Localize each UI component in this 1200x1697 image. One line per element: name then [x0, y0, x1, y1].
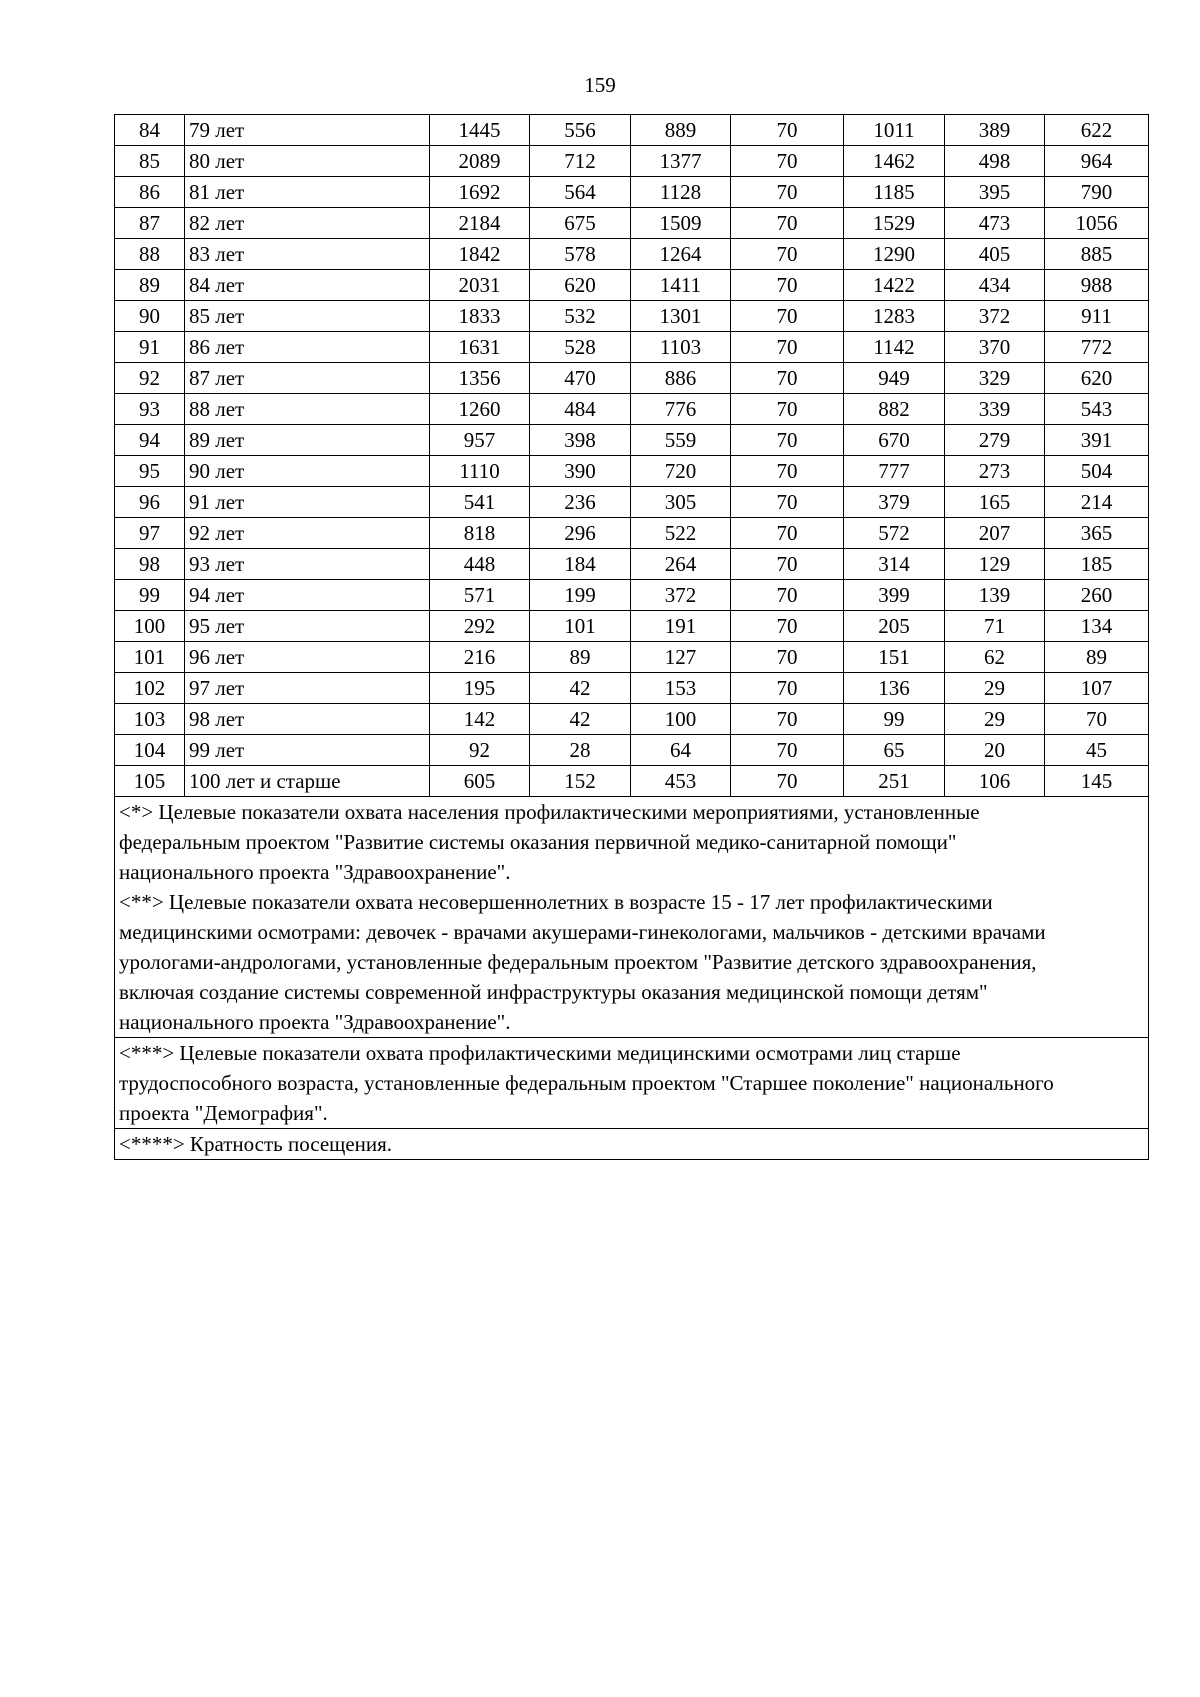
- row-number-cell: 102: [115, 673, 185, 704]
- value-cell: 101: [530, 611, 631, 642]
- value-cell: 70: [731, 549, 844, 580]
- value-cell: 136: [844, 673, 945, 704]
- value-cell: 370: [945, 332, 1045, 363]
- value-cell: 395: [945, 177, 1045, 208]
- value-cell: 365: [1045, 518, 1149, 549]
- value-cell: 151: [844, 642, 945, 673]
- row-number-cell: 89: [115, 270, 185, 301]
- age-cell: 87 лет: [185, 363, 430, 394]
- value-cell: 92: [430, 735, 530, 766]
- table-row: [115, 642, 1149, 673]
- value-cell: 145: [1045, 766, 1149, 797]
- value-cell: 777: [844, 456, 945, 487]
- value-cell: 622: [1045, 115, 1149, 146]
- footnote-line: включая создание системы современной инфраструктуры оказания медицинской помощи детям": [119, 980, 988, 1004]
- value-cell: 279: [945, 425, 1045, 456]
- value-cell: 522: [631, 518, 731, 549]
- value-cell: 889: [631, 115, 731, 146]
- value-cell: 71: [945, 611, 1045, 642]
- row-number-cell: 98: [115, 549, 185, 580]
- value-cell: 70: [731, 363, 844, 394]
- value-cell: 391: [1045, 425, 1149, 456]
- value-cell: 305: [631, 487, 731, 518]
- value-cell: 184: [530, 549, 631, 580]
- value-cell: 89: [530, 642, 631, 673]
- value-cell: 106: [945, 766, 1045, 797]
- value-cell: 191: [631, 611, 731, 642]
- row-number-cell: 99: [115, 580, 185, 611]
- row-number-cell: 84: [115, 115, 185, 146]
- value-cell: 389: [945, 115, 1045, 146]
- age-cell: 100 лет и старше: [185, 766, 430, 797]
- value-cell: 1260: [430, 394, 530, 425]
- value-cell: 70: [731, 425, 844, 456]
- value-cell: 29: [945, 704, 1045, 735]
- value-cell: 1264: [631, 239, 731, 270]
- age-cell: 99 лет: [185, 735, 430, 766]
- footnote-cell: [115, 1129, 1149, 1160]
- value-cell: 292: [430, 611, 530, 642]
- value-cell: 559: [631, 425, 731, 456]
- value-cell: 70: [731, 239, 844, 270]
- age-cell: 92 лет: [185, 518, 430, 549]
- table-row: [115, 673, 1149, 704]
- table-row: [115, 394, 1149, 425]
- table-row: [115, 425, 1149, 456]
- value-cell: 556: [530, 115, 631, 146]
- value-cell: 152: [530, 766, 631, 797]
- age-cell: 89 лет: [185, 425, 430, 456]
- value-cell: 142: [430, 704, 530, 735]
- footnote-cell: [115, 797, 1149, 1038]
- value-cell: 70: [731, 704, 844, 735]
- row-number-cell: 91: [115, 332, 185, 363]
- value-cell: 434: [945, 270, 1045, 301]
- value-cell: 1056: [1045, 208, 1149, 239]
- value-cell: 1301: [631, 301, 731, 332]
- age-cell: 79 лет: [185, 115, 430, 146]
- value-cell: 1631: [430, 332, 530, 363]
- value-cell: 62: [945, 642, 1045, 673]
- value-cell: 273: [945, 456, 1045, 487]
- table-body: [115, 115, 1149, 797]
- value-cell: 1142: [844, 332, 945, 363]
- value-cell: 70: [731, 735, 844, 766]
- value-cell: 42: [530, 704, 631, 735]
- value-cell: 216: [430, 642, 530, 673]
- row-number-cell: 90: [115, 301, 185, 332]
- table-row: [115, 766, 1149, 797]
- age-cell: 95 лет: [185, 611, 430, 642]
- footnote-line: <*> Целевые показатели охвата населения профилактическими мероприятиями, установленные: [119, 800, 980, 824]
- footnote-line: федеральным проектом "Развитие системы оказания первичной медико-санитарной помощи": [119, 830, 957, 854]
- value-cell: 911: [1045, 301, 1149, 332]
- value-cell: 988: [1045, 270, 1149, 301]
- value-cell: 195: [430, 673, 530, 704]
- value-cell: 398: [530, 425, 631, 456]
- footnote-line: урологами-андрологами, установленные федеральным проектом "Развитие детского здравоохранения,: [119, 950, 1037, 974]
- value-cell: 70: [731, 611, 844, 642]
- row-number-cell: 95: [115, 456, 185, 487]
- table-row: [115, 487, 1149, 518]
- value-cell: 70: [731, 177, 844, 208]
- table-row: [115, 239, 1149, 270]
- value-cell: 390: [530, 456, 631, 487]
- table-row: [115, 704, 1149, 735]
- table-row: [115, 549, 1149, 580]
- value-cell: 314: [844, 549, 945, 580]
- footnote-line: <***> Целевые показатели охвата профилактическими медицинскими осмотрами лиц старше: [119, 1041, 961, 1065]
- value-cell: 70: [731, 456, 844, 487]
- value-cell: 790: [1045, 177, 1149, 208]
- row-number-cell: 94: [115, 425, 185, 456]
- age-cell: 86 лет: [185, 332, 430, 363]
- value-cell: 670: [844, 425, 945, 456]
- value-cell: 473: [945, 208, 1045, 239]
- value-cell: 65: [844, 735, 945, 766]
- footnote-line: национального проекта "Здравоохранение".: [119, 860, 511, 884]
- row-number-cell: 93: [115, 394, 185, 425]
- value-cell: 70: [731, 673, 844, 704]
- age-cell: 84 лет: [185, 270, 430, 301]
- value-cell: 70: [731, 332, 844, 363]
- value-cell: 70: [731, 518, 844, 549]
- row-number-cell: 101: [115, 642, 185, 673]
- value-cell: 720: [631, 456, 731, 487]
- data-table: [114, 114, 1149, 1160]
- value-cell: 504: [1045, 456, 1149, 487]
- value-cell: 405: [945, 239, 1045, 270]
- table-row: [115, 363, 1149, 394]
- value-cell: 70: [731, 642, 844, 673]
- footnote-row: [115, 797, 1149, 1038]
- age-cell: 93 лет: [185, 549, 430, 580]
- value-cell: 139: [945, 580, 1045, 611]
- value-cell: 776: [631, 394, 731, 425]
- value-cell: 572: [844, 518, 945, 549]
- row-number-cell: 92: [115, 363, 185, 394]
- age-cell: 90 лет: [185, 456, 430, 487]
- value-cell: 1185: [844, 177, 945, 208]
- value-cell: 236: [530, 487, 631, 518]
- age-cell: 83 лет: [185, 239, 430, 270]
- table-row: [115, 735, 1149, 766]
- value-cell: 70: [731, 208, 844, 239]
- footnote-line: <****> Кратность посещения.: [119, 1132, 393, 1156]
- table-row: [115, 518, 1149, 549]
- footnote-line: <**> Целевые показатели охвата несовершеннолетних в возрасте 15 - 17 лет профилактическими: [119, 890, 993, 914]
- value-cell: 886: [631, 363, 731, 394]
- value-cell: 1103: [631, 332, 731, 363]
- table-row: [115, 611, 1149, 642]
- row-number-cell: 87: [115, 208, 185, 239]
- row-number-cell: 105: [115, 766, 185, 797]
- value-cell: 153: [631, 673, 731, 704]
- value-cell: 470: [530, 363, 631, 394]
- footnote-row: [115, 1038, 1149, 1129]
- page-number: 159: [584, 73, 616, 97]
- value-cell: 1509: [631, 208, 731, 239]
- value-cell: 620: [1045, 363, 1149, 394]
- age-cell: 80 лет: [185, 146, 430, 177]
- value-cell: 1462: [844, 146, 945, 177]
- value-cell: 949: [844, 363, 945, 394]
- age-cell: 97 лет: [185, 673, 430, 704]
- value-cell: 251: [844, 766, 945, 797]
- row-number-cell: 96: [115, 487, 185, 518]
- table-row: [115, 177, 1149, 208]
- value-cell: 372: [631, 580, 731, 611]
- footnote-line: трудоспособного возраста, установленные федеральным проектом "Старшее поколение" национального: [119, 1071, 1054, 1095]
- value-cell: 964: [1045, 146, 1149, 177]
- age-cell: 85 лет: [185, 301, 430, 332]
- footnote-line: проекта "Демография".: [119, 1101, 328, 1125]
- value-cell: 207: [945, 518, 1045, 549]
- value-cell: 1692: [430, 177, 530, 208]
- value-cell: 100: [631, 704, 731, 735]
- value-cell: 45: [1045, 735, 1149, 766]
- age-cell: 81 лет: [185, 177, 430, 208]
- value-cell: 20: [945, 735, 1045, 766]
- value-cell: 70: [1045, 704, 1149, 735]
- table-row: [115, 270, 1149, 301]
- value-cell: 571: [430, 580, 530, 611]
- value-cell: 70: [731, 301, 844, 332]
- row-number-cell: 97: [115, 518, 185, 549]
- value-cell: 1833: [430, 301, 530, 332]
- value-cell: 1110: [430, 456, 530, 487]
- value-cell: 379: [844, 487, 945, 518]
- value-cell: 448: [430, 549, 530, 580]
- value-cell: 70: [731, 766, 844, 797]
- value-cell: 129: [945, 549, 1045, 580]
- value-cell: 2184: [430, 208, 530, 239]
- value-cell: 70: [731, 580, 844, 611]
- value-cell: 1422: [844, 270, 945, 301]
- value-cell: 957: [430, 425, 530, 456]
- value-cell: 339: [945, 394, 1045, 425]
- value-cell: 578: [530, 239, 631, 270]
- value-cell: 620: [530, 270, 631, 301]
- row-number-cell: 104: [115, 735, 185, 766]
- value-cell: 885: [1045, 239, 1149, 270]
- value-cell: 605: [430, 766, 530, 797]
- value-cell: 70: [731, 394, 844, 425]
- value-cell: 165: [945, 487, 1045, 518]
- row-number-cell: 86: [115, 177, 185, 208]
- value-cell: 127: [631, 642, 731, 673]
- value-cell: 818: [430, 518, 530, 549]
- table-row: [115, 208, 1149, 239]
- value-cell: 1290: [844, 239, 945, 270]
- value-cell: 453: [631, 766, 731, 797]
- value-cell: 1377: [631, 146, 731, 177]
- value-cell: 214: [1045, 487, 1149, 518]
- value-cell: 70: [731, 270, 844, 301]
- value-cell: 42: [530, 673, 631, 704]
- value-cell: 296: [530, 518, 631, 549]
- age-cell: 91 лет: [185, 487, 430, 518]
- value-cell: 329: [945, 363, 1045, 394]
- value-cell: 264: [631, 549, 731, 580]
- footnote-line: национального проекта "Здравоохранение".: [119, 1010, 511, 1034]
- value-cell: 1011: [844, 115, 945, 146]
- value-cell: 185: [1045, 549, 1149, 580]
- row-number-cell: 100: [115, 611, 185, 642]
- value-cell: 70: [731, 115, 844, 146]
- value-cell: 70: [731, 146, 844, 177]
- value-cell: 70: [731, 487, 844, 518]
- row-number-cell: 85: [115, 146, 185, 177]
- footnote-line: медицинскими осмотрами: девочек - врачами акушерами-гинекологами, мальчиков - детскими врачами: [119, 920, 1046, 944]
- age-cell: 88 лет: [185, 394, 430, 425]
- value-cell: 260: [1045, 580, 1149, 611]
- value-cell: 399: [844, 580, 945, 611]
- value-cell: 1411: [631, 270, 731, 301]
- row-number-cell: 103: [115, 704, 185, 735]
- table-row: [115, 146, 1149, 177]
- value-cell: 541: [430, 487, 530, 518]
- value-cell: 1356: [430, 363, 530, 394]
- value-cell: 134: [1045, 611, 1149, 642]
- value-cell: 372: [945, 301, 1045, 332]
- value-cell: 675: [530, 208, 631, 239]
- age-cell: 94 лет: [185, 580, 430, 611]
- age-cell: 98 лет: [185, 704, 430, 735]
- value-cell: 532: [530, 301, 631, 332]
- value-cell: 205: [844, 611, 945, 642]
- footnote-row: [115, 1129, 1149, 1160]
- value-cell: 2089: [430, 146, 530, 177]
- table-row: [115, 456, 1149, 487]
- value-cell: 564: [530, 177, 631, 208]
- value-cell: 1128: [631, 177, 731, 208]
- table-row: [115, 301, 1149, 332]
- value-cell: 2031: [430, 270, 530, 301]
- value-cell: 1529: [844, 208, 945, 239]
- table-row: [115, 115, 1149, 146]
- value-cell: 1842: [430, 239, 530, 270]
- value-cell: 712: [530, 146, 631, 177]
- age-cell: 96 лет: [185, 642, 430, 673]
- value-cell: 89: [1045, 642, 1149, 673]
- table-row: [115, 580, 1149, 611]
- value-cell: 882: [844, 394, 945, 425]
- table-row: [115, 332, 1149, 363]
- value-cell: 498: [945, 146, 1045, 177]
- footnotes: [115, 797, 1149, 1160]
- row-number-cell: 88: [115, 239, 185, 270]
- value-cell: 99: [844, 704, 945, 735]
- value-cell: 28: [530, 735, 631, 766]
- age-cell: 82 лет: [185, 208, 430, 239]
- value-cell: 543: [1045, 394, 1149, 425]
- value-cell: 1445: [430, 115, 530, 146]
- value-cell: 107: [1045, 673, 1149, 704]
- value-cell: 772: [1045, 332, 1149, 363]
- value-cell: 1283: [844, 301, 945, 332]
- value-cell: 528: [530, 332, 631, 363]
- value-cell: 199: [530, 580, 631, 611]
- value-cell: 29: [945, 673, 1045, 704]
- value-cell: 484: [530, 394, 631, 425]
- value-cell: 64: [631, 735, 731, 766]
- footnote-cell: [115, 1038, 1149, 1129]
